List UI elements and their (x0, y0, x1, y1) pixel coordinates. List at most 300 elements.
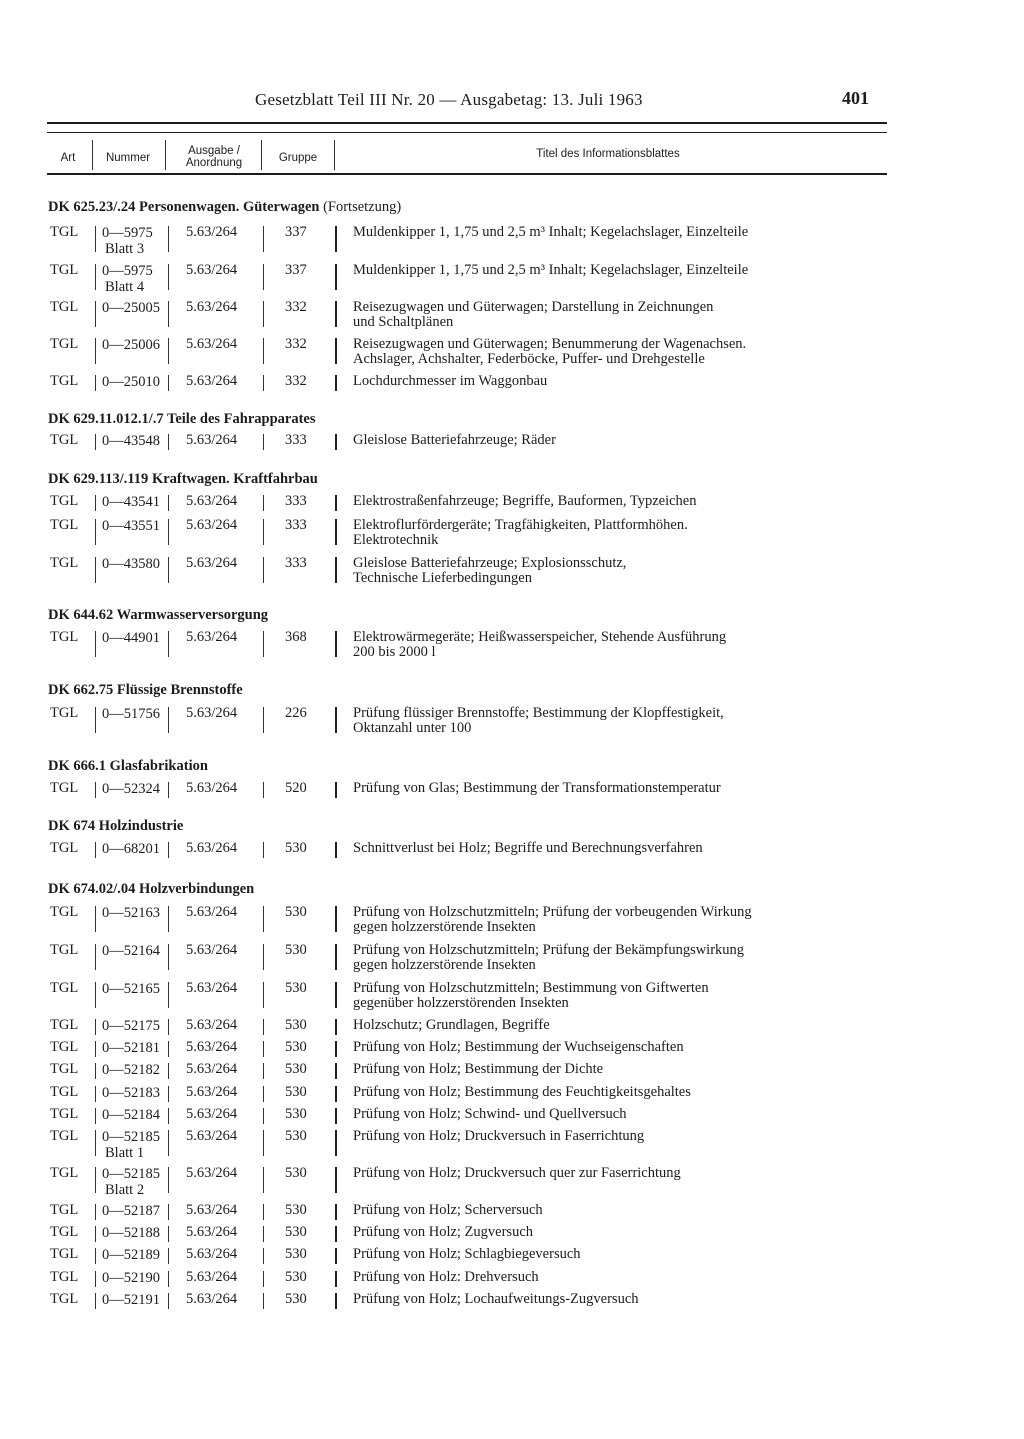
cell-titel (353, 1203, 873, 1218)
cell-nummer (102, 1018, 166, 1034)
title-rule (335, 1271, 337, 1287)
cell-nummer (102, 1040, 166, 1056)
cell-nummer-value: 0—25010 (102, 374, 160, 390)
table-row (0, 337, 1024, 367)
table-row (0, 1292, 1024, 1308)
cell-gruppe: 530 (285, 1084, 307, 1100)
column-header-ausgabe-line1: Ausgabe / (188, 145, 240, 157)
table-row (0, 433, 1024, 449)
cell-art: TGL (50, 980, 79, 996)
section-name: Warmwasserversorgung (116, 607, 269, 623)
cell-gruppe: 530 (285, 942, 307, 958)
cell-nummer (102, 1292, 166, 1308)
cell-gruppe: 530 (285, 840, 307, 856)
column-rule (168, 944, 169, 970)
table-row (0, 781, 1024, 797)
column-rule (168, 1063, 169, 1079)
cell-ausgabe: 5.63/264 (186, 493, 238, 509)
column-rule (168, 338, 169, 364)
title-rule (335, 434, 337, 450)
column-header-gruppe: Gruppe (278, 152, 318, 164)
cell-gruppe: 333 (285, 432, 307, 448)
cell-ausgabe: 5.63/264 (186, 780, 238, 796)
cell-titel-line2: Achslager, Achshalter, Federböcke, Puffer- und Drehgestelle (353, 351, 705, 367)
cell-nummer-value: 0—43551 (102, 518, 160, 534)
section-title (48, 471, 318, 488)
column-header-ausgabe-line2: Anordnung (185, 157, 243, 169)
cell-ausgabe: 5.63/264 (186, 299, 238, 315)
column-header-nummer: Nummer (105, 152, 151, 164)
section-title (48, 881, 254, 898)
cell-titel (353, 1085, 873, 1100)
column-rule (95, 1293, 96, 1309)
cell-nummer (102, 781, 166, 797)
cell-titel-line1: Reisezugwagen und Güterwagen; Darstellung in Zeichnungen (353, 299, 714, 315)
title-rule (335, 1063, 337, 1079)
table-row (0, 494, 1024, 510)
column-rule (263, 631, 264, 657)
cell-titel (353, 1225, 873, 1240)
cell-titel-line1: Prüfung von Holz; Bestimmung des Feuchtigkeitsgehaltes (353, 1084, 691, 1100)
cell-art: TGL (50, 1291, 79, 1307)
column-rule (168, 495, 169, 511)
column-rule (263, 1108, 264, 1124)
cell-titel-line1: Prüfung von Holzschutzmitteln; Prüfung der vorbeugenden Wirkung (353, 904, 752, 920)
column-separator (165, 140, 166, 170)
cell-nummer-blatt: Blatt 1 (105, 1145, 145, 1161)
column-header-titel: Titel des Informationsblattes (536, 148, 680, 160)
cell-nummer (102, 263, 166, 295)
column-rule (95, 1167, 96, 1193)
column-rule (95, 842, 96, 858)
column-rule (263, 1086, 264, 1102)
section-code: DK 629.113/.119 (48, 471, 149, 487)
section-code: DK 644.62 (48, 607, 114, 623)
cell-art: TGL (50, 493, 79, 509)
cell-titel (353, 374, 873, 389)
cell-nummer-blatt: Blatt 3 (105, 241, 145, 257)
cell-titel-line1: Schnittverlust bei Holz; Begriffe und Berechnungsverfahren (353, 840, 703, 856)
cell-gruppe: 530 (285, 1106, 307, 1122)
page-number: 401 (842, 88, 869, 108)
cell-gruppe: 333 (285, 493, 307, 509)
table-row (0, 518, 1024, 548)
cell-gruppe: 530 (285, 1269, 307, 1285)
column-rule (168, 519, 169, 545)
column-rule (168, 1130, 169, 1156)
cell-nummer-value: 0—52191 (102, 1292, 160, 1308)
column-rule (263, 842, 264, 858)
title-rule (335, 842, 337, 858)
table-row (0, 1203, 1024, 1219)
cell-nummer (102, 300, 166, 316)
cell-art: TGL (50, 1128, 79, 1144)
cell-titel-line2: gegenüber holzzerstörenden Insekten (353, 995, 569, 1011)
cell-ausgabe: 5.63/264 (186, 1246, 238, 1262)
cell-nummer-value: 0—52181 (102, 1040, 160, 1056)
column-rule (263, 1019, 264, 1035)
table-row (0, 1247, 1024, 1263)
column-rule (263, 434, 264, 450)
column-rule (263, 944, 264, 970)
cell-ausgabe: 5.63/264 (186, 1084, 238, 1100)
cell-nummer-value: 0—52185 (102, 1129, 160, 1145)
cell-titel-line2: und Schaltplänen (353, 314, 454, 330)
table-row (0, 706, 1024, 736)
title-rule (335, 226, 337, 252)
table-row (0, 556, 1024, 586)
column-rule (95, 1248, 96, 1264)
column-rule (168, 375, 169, 391)
cell-titel (353, 1018, 873, 1033)
column-rule (168, 1248, 169, 1264)
table-top-rule (47, 132, 887, 133)
cell-art: TGL (50, 942, 79, 958)
column-rule (168, 226, 169, 252)
cell-ausgabe: 5.63/264 (186, 840, 238, 856)
cell-nummer (102, 1062, 166, 1078)
cell-titel-line2: Technische Lieferbedingungen (353, 570, 532, 586)
cell-gruppe: 530 (285, 1291, 307, 1307)
title-rule (335, 1108, 337, 1124)
section-name: Personenwagen. Güterwagen (139, 199, 320, 215)
column-rule (168, 1041, 169, 1057)
cell-nummer-value: 0—52185 (102, 1166, 160, 1182)
column-rule (263, 301, 264, 327)
cell-titel-line1: Prüfung von Holz; Schlagbiegeversuch (353, 1246, 581, 1262)
cell-gruppe: 332 (285, 336, 307, 352)
cell-gruppe: 337 (285, 262, 307, 278)
cell-ausgabe: 5.63/264 (186, 432, 238, 448)
cell-titel-line1: Gleislose Batteriefahrzeuge; Explosionsschutz, (353, 555, 627, 571)
cell-titel (353, 1062, 873, 1077)
column-rule (263, 1130, 264, 1156)
cell-nummer (102, 706, 166, 722)
cell-nummer (102, 1166, 166, 1198)
column-rule (95, 631, 96, 657)
cell-nummer-value: 0—52175 (102, 1018, 160, 1034)
section-title (48, 818, 183, 835)
column-rule (95, 982, 96, 1008)
cell-gruppe: 530 (285, 904, 307, 920)
column-rule (263, 519, 264, 545)
column-rule (95, 226, 96, 252)
cell-nummer-value: 0—52183 (102, 1085, 160, 1101)
cell-gruppe: 332 (285, 299, 307, 315)
table-row (0, 905, 1024, 935)
cell-gruppe: 332 (285, 373, 307, 389)
section-name: Kraftwagen. Kraftfahrbau (151, 471, 318, 487)
column-rule (168, 301, 169, 327)
cell-art: TGL (50, 1224, 79, 1240)
cell-gruppe: 530 (285, 1061, 307, 1077)
cell-nummer-value: 0—43580 (102, 556, 160, 572)
cell-ausgabe: 5.63/264 (186, 705, 238, 721)
column-rule (263, 338, 264, 364)
table-row (0, 225, 1024, 255)
title-rule (335, 495, 337, 511)
title-rule (335, 707, 337, 733)
column-rule (95, 1204, 96, 1220)
column-rule (95, 1086, 96, 1102)
cell-art: TGL (50, 904, 79, 920)
column-separator (334, 140, 335, 170)
column-rule (95, 707, 96, 733)
cell-art: TGL (50, 1039, 79, 1055)
page-header-title: Gesetzblatt Teil III Nr. 20 — Ausgabetag: 13. Juli 1963 (255, 90, 643, 109)
column-rule (168, 1108, 169, 1124)
cell-nummer-value: 0—52188 (102, 1225, 160, 1241)
section-code: DK 674.02/.04 (48, 881, 136, 897)
table-row (0, 943, 1024, 973)
cell-nummer-value: 0—43541 (102, 494, 160, 510)
title-rule (335, 519, 337, 545)
table-row (0, 1085, 1024, 1101)
cell-ausgabe: 5.63/264 (186, 1291, 238, 1307)
column-rule (263, 375, 264, 391)
table-row (0, 1270, 1024, 1286)
cell-art: TGL (50, 517, 79, 533)
cell-titel (353, 337, 873, 367)
title-rule (335, 1293, 337, 1309)
cell-art: TGL (50, 224, 79, 240)
title-rule (335, 944, 337, 970)
cell-nummer-value: 0—52190 (102, 1270, 160, 1286)
column-rule (263, 1204, 264, 1220)
column-rule (168, 434, 169, 450)
table-row (0, 630, 1024, 660)
cell-nummer (102, 225, 166, 257)
cell-gruppe: 226 (285, 705, 307, 721)
cell-nummer (102, 943, 166, 959)
table-row (0, 1040, 1024, 1056)
column-rule (263, 1167, 264, 1193)
title-rule (335, 301, 337, 327)
column-rule (263, 226, 264, 252)
column-rule (263, 495, 264, 511)
title-rule (335, 1041, 337, 1057)
cell-ausgabe: 5.63/264 (186, 1061, 238, 1077)
cell-nummer-value: 0—52184 (102, 1107, 160, 1123)
cell-ausgabe: 5.63/264 (186, 1106, 238, 1122)
cell-nummer (102, 433, 166, 449)
cell-gruppe: 337 (285, 224, 307, 240)
cell-ausgabe: 5.63/264 (186, 224, 238, 240)
cell-titel-line1: Muldenkipper 1, 1,75 und 2,5 m³ Inhalt; Kegelachslager, Einzelteile (353, 224, 749, 240)
cell-titel (353, 1040, 873, 1055)
column-header-art: Art (60, 152, 76, 164)
cell-nummer-value: 0—52187 (102, 1203, 160, 1219)
cell-nummer-value: 0—25006 (102, 337, 160, 353)
cell-art: TGL (50, 780, 79, 796)
column-rule (263, 707, 264, 733)
cell-art: TGL (50, 840, 79, 856)
cell-titel-line1: Lochdurchmesser im Waggonbau (353, 373, 548, 389)
column-rule (168, 1086, 169, 1102)
cell-titel-line1: Elektrowärmegeräte; Heißwasserspeicher, Stehende Ausführung (353, 629, 727, 645)
cell-ausgabe: 5.63/264 (186, 517, 238, 533)
cell-art: TGL (50, 629, 79, 645)
column-rule (95, 782, 96, 798)
cell-gruppe: 530 (285, 1039, 307, 1055)
column-rule (263, 264, 264, 290)
title-rule (335, 1248, 337, 1264)
cell-titel (353, 494, 873, 509)
title-rule (335, 264, 337, 290)
cell-titel (353, 300, 873, 330)
title-rule (335, 557, 337, 583)
column-rule (95, 1130, 96, 1156)
cell-nummer-value: 0—52165 (102, 981, 160, 997)
section-name: Holzverbindungen (139, 881, 255, 897)
cell-titel-line1: Prüfung von Glas; Bestimmung der Transformationstemperatur (353, 780, 721, 796)
column-rule (263, 1063, 264, 1079)
cell-titel (353, 1292, 873, 1307)
cell-titel (353, 1129, 873, 1144)
cell-titel-line2: Oktanzahl unter 100 (353, 720, 472, 736)
cell-gruppe: 520 (285, 780, 307, 796)
cell-nummer-value: 0—52164 (102, 943, 160, 959)
cell-titel (353, 1107, 873, 1122)
cell-nummer-value: 0—68201 (102, 841, 160, 857)
cell-titel (353, 706, 873, 736)
table-header-rule (47, 173, 887, 175)
cell-gruppe: 368 (285, 629, 307, 645)
column-rule (168, 906, 169, 932)
title-rule (335, 1204, 337, 1220)
title-rule (335, 338, 337, 364)
cell-nummer-value: 0—52163 (102, 905, 160, 921)
cell-gruppe: 530 (285, 1165, 307, 1181)
cell-art: TGL (50, 432, 79, 448)
section-code: DK 625.23/.24 (48, 199, 136, 215)
cell-ausgabe: 5.63/264 (186, 904, 238, 920)
cell-art: TGL (50, 1246, 79, 1262)
cell-titel (353, 518, 873, 548)
cell-titel-line1: Prüfung von Holzschutzmitteln; Bestimmung von Giftwerten (353, 980, 709, 996)
cell-titel-line1: Prüfung von Holz; Druckversuch quer zur Faserrichtung (353, 1165, 681, 1181)
cell-nummer-value: 0—43548 (102, 433, 160, 449)
table-row (0, 263, 1024, 293)
title-rule (335, 1167, 337, 1193)
title-rule (335, 1130, 337, 1156)
title-rule (335, 1086, 337, 1102)
table-row (0, 1166, 1024, 1196)
cell-titel-line1: Elektroflurfördergeräte; Tragfähigkeiten, Plattformhöhen. (353, 517, 688, 533)
column-rule (95, 906, 96, 932)
cell-nummer-blatt: Blatt 2 (105, 1182, 145, 1198)
column-rule (168, 1293, 169, 1309)
header-rule (47, 122, 887, 124)
cell-ausgabe: 5.63/264 (186, 1128, 238, 1144)
cell-titel (353, 1270, 873, 1285)
cell-nummer-value: 0—44901 (102, 630, 160, 646)
column-rule (95, 495, 96, 511)
column-rule (168, 982, 169, 1008)
cell-titel-line1: Holzschutz; Grundlagen, Begriffe (353, 1017, 550, 1033)
cell-nummer (102, 630, 166, 646)
cell-nummer (102, 905, 166, 921)
table-row (0, 981, 1024, 1011)
cell-titel-line2: Elektrotechnik (353, 532, 439, 548)
section-title (48, 607, 268, 624)
cell-nummer-value: 0—52182 (102, 1062, 160, 1078)
cell-titel-line1: Prüfung von Holz; Druckversuch in Faserrichtung (353, 1128, 645, 1144)
section-title (48, 682, 243, 699)
cell-titel (353, 1247, 873, 1262)
section-name: Teile des Fahrapparates (166, 411, 316, 427)
cell-art: TGL (50, 1165, 79, 1181)
cell-titel-line1: Muldenkipper 1, 1,75 und 2,5 m³ Inhalt; Kegelachslager, Einzelteile (353, 262, 749, 278)
section-code: DK 674 (48, 818, 96, 834)
column-rule (95, 1108, 96, 1124)
cell-nummer (102, 1247, 166, 1263)
section-title (48, 199, 401, 216)
cell-gruppe: 530 (285, 1017, 307, 1033)
cell-ausgabe: 5.63/264 (186, 1039, 238, 1055)
cell-titel (353, 630, 873, 660)
table-row (0, 841, 1024, 857)
cell-ausgabe: 5.63/264 (186, 1202, 238, 1218)
cell-nummer-value: 0—51756 (102, 706, 160, 722)
table-row (0, 1129, 1024, 1159)
column-rule (95, 375, 96, 391)
cell-titel (353, 263, 873, 278)
column-rule (95, 1041, 96, 1057)
column-rule (95, 944, 96, 970)
column-rule (95, 264, 96, 290)
cell-gruppe: 530 (285, 1128, 307, 1144)
cell-nummer (102, 337, 166, 353)
cell-nummer (102, 841, 166, 857)
cell-gruppe: 530 (285, 1246, 307, 1262)
cell-titel-line2: gegen holzzerstörende Insekten (353, 957, 536, 973)
section-note: (Fortsetzung) (323, 199, 402, 215)
column-rule (95, 1271, 96, 1287)
column-rule (168, 1204, 169, 1220)
column-rule (263, 982, 264, 1008)
cell-ausgabe: 5.63/264 (186, 942, 238, 958)
table-row (0, 1107, 1024, 1123)
cell-titel-line1: Gleislose Batteriefahrzeuge; Räder (353, 432, 556, 448)
cell-titel-line1: Prüfung von Holz; Zugversuch (353, 1224, 534, 1240)
cell-gruppe: 333 (285, 517, 307, 533)
column-rule (95, 1226, 96, 1242)
cell-art: TGL (50, 705, 79, 721)
cell-art: TGL (50, 336, 79, 352)
cell-gruppe: 530 (285, 1202, 307, 1218)
column-rule (95, 557, 96, 583)
cell-ausgabe: 5.63/264 (186, 373, 238, 389)
column-rule (168, 264, 169, 290)
title-rule (335, 631, 337, 657)
cell-titel-line2: gegen holzzerstörende Insekten (353, 919, 536, 935)
cell-titel-line2: 200 bis 2000 l (353, 644, 436, 660)
table-row (0, 1062, 1024, 1078)
cell-art: TGL (50, 1269, 79, 1285)
cell-nummer-value: 0—25005 (102, 300, 160, 316)
section-code: DK 662.75 (48, 682, 114, 698)
column-separator (92, 140, 93, 170)
cell-art: TGL (50, 555, 79, 571)
column-header-ausgabe (170, 145, 258, 169)
cell-titel (353, 556, 873, 586)
cell-nummer (102, 518, 166, 534)
cell-art: TGL (50, 1017, 79, 1033)
table-row (0, 1225, 1024, 1241)
cell-titel-line1: Prüfung flüssiger Brennstoffe; Bestimmung der Klopffestigkeit, (353, 705, 724, 721)
cell-titel-line1: Prüfung von Holz; Scherversuch (353, 1202, 543, 1218)
